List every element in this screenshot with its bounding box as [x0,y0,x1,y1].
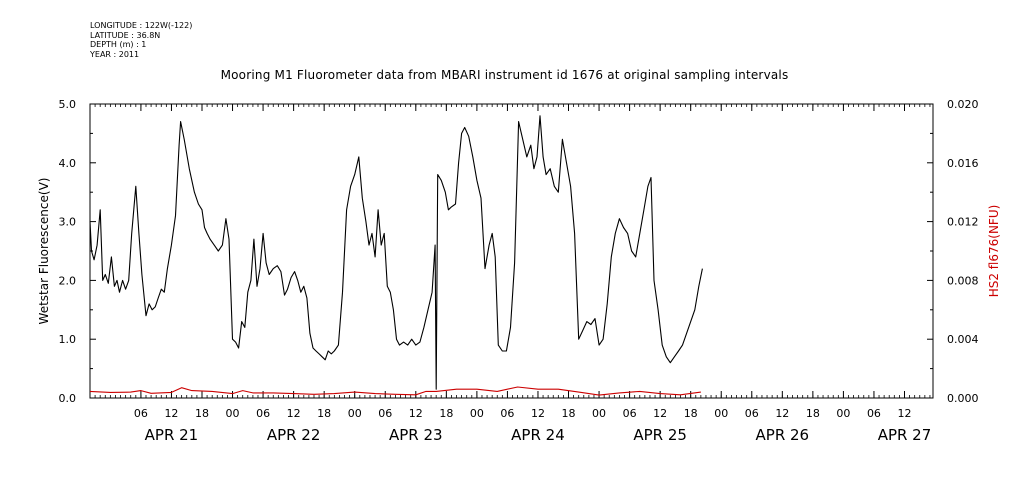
y-axis-left-label: Wetstar Fluorescence(V) [37,177,51,325]
x-tick-label: 06 [744,407,759,420]
y-right-tick-label: 0.004 [947,333,979,347]
x-tick-label: 12 [530,407,545,420]
series-line-hs2 [90,387,701,395]
x-tick-label: 00 [836,407,851,420]
x-tick-label: 18 [683,407,698,420]
x-tick-label: 06 [133,407,148,420]
axes-layer [59,98,979,444]
x-day-label: APR 23 [389,426,443,444]
x-tick-label: 12 [164,407,179,420]
x-tick-label: 18 [561,407,576,420]
latitude-text: LATITUDE : 36.8N [90,30,161,40]
x-tick-label: 00 [225,407,240,420]
y-right-tick-label: 0.000 [947,392,979,405]
series-line-wetstar [90,116,702,389]
x-tick-label: 06 [866,407,881,420]
y-right-tick-label: 0.016 [947,156,979,170]
y-right-tick-label: 0.020 [947,98,979,111]
y-right-tick-label: 0.012 [947,215,979,229]
x-tick-label: 00 [592,407,607,420]
chart-title: Mooring M1 Fluorometer data from MBARI instrument id 1676 at original sampling intervals [220,68,789,82]
x-tick-label: 18 [805,407,820,420]
y-axis-right-label: HS2 fl676(NFU) [987,204,1001,298]
x-tick-label: 00 [469,407,484,420]
x-day-label: APR 27 [877,426,932,444]
longitude-text: LONGITUDE : 122W(-122) [90,21,193,30]
x-day-label: APR 24 [511,426,565,444]
y-left-tick-label: 2.0 [58,274,76,288]
data-layer [90,116,702,395]
y-left-tick-label: 1.0 [58,333,76,347]
x-day-label: APR 21 [144,426,199,444]
x-tick-label: 18 [439,407,454,420]
x-tick-label: 12 [897,407,912,420]
x-tick-label: 06 [500,407,515,420]
plot-frame [90,104,933,398]
x-tick-label: 06 [378,407,393,420]
x-tick-label: 06 [256,407,271,420]
depth-text: DEPTH (m) : 1 [90,40,147,49]
x-tick-label: 00 [347,407,362,420]
year-text: YEAR : 2011 [90,49,140,59]
y-left-tick-label: 3.0 [58,215,76,229]
y-left-tick-label: 5.0 [58,98,76,111]
x-day-label: APR 22 [266,426,321,444]
y-left-tick-label: 0.0 [58,392,76,405]
x-tick-label: 12 [408,407,423,420]
y-right-tick-label: 0.008 [947,274,979,288]
x-tick-label: 18 [317,407,332,420]
x-tick-label: 00 [714,407,729,420]
x-tick-label: 12 [653,407,668,420]
x-day-label: APR 25 [633,426,687,444]
x-tick-label: 12 [286,407,301,420]
x-tick-label: 18 [194,407,209,420]
x-tick-label: 12 [775,407,790,420]
x-day-label: APR 26 [755,426,810,444]
y-left-tick-label: 4.0 [58,156,76,170]
x-tick-label: 06 [622,407,637,420]
